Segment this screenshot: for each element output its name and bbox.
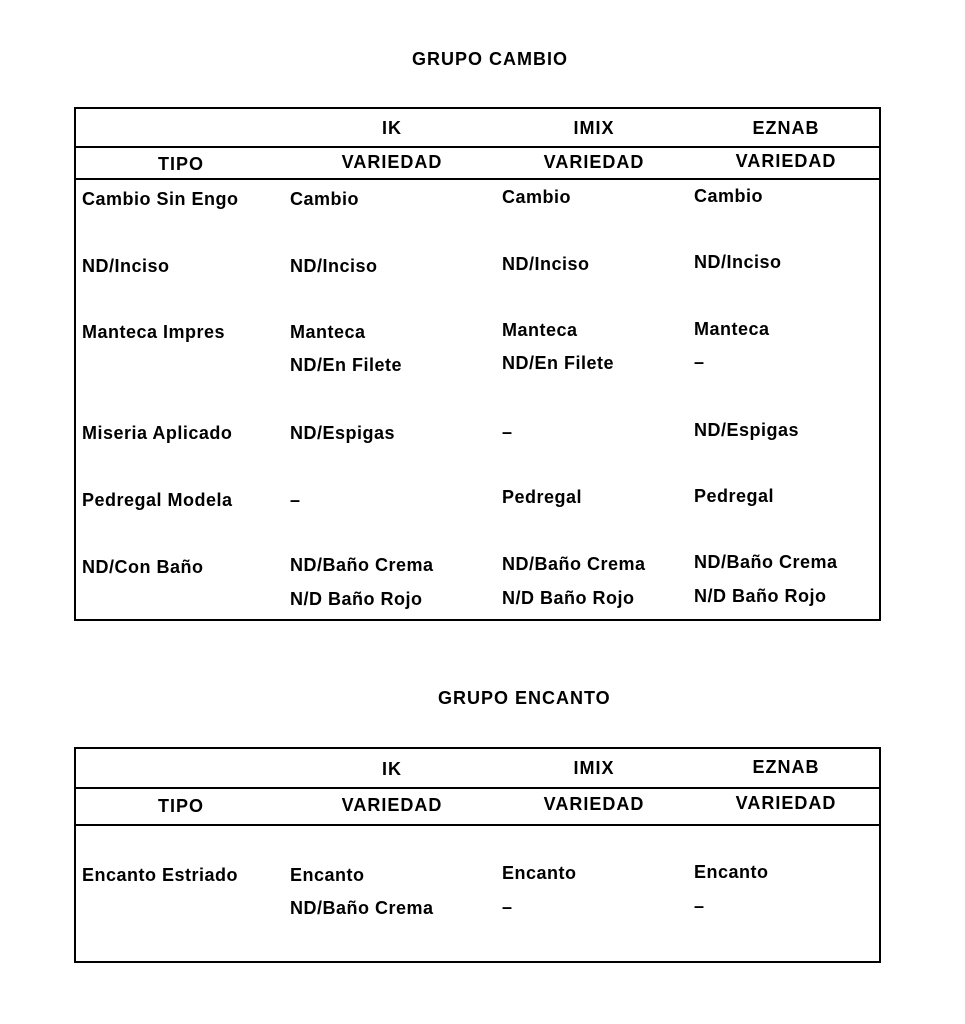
table-cell-ik: – (290, 490, 301, 510)
table-cell-imix: ND/En Filete (502, 353, 615, 373)
table-cell-tipo: Cambio Sin Engo (82, 189, 239, 209)
table-cell-eznab: N/D Baño Rojo (694, 586, 827, 606)
column-header-variedad: VARIEDAD (735, 793, 837, 813)
group-header-imix: IMIX (573, 758, 615, 778)
column-header-tipo: TIPO (157, 154, 204, 174)
header-divider (76, 146, 879, 148)
cambio-title: GRUPO CAMBIO (412, 49, 568, 69)
group-header-ik: IK (382, 118, 402, 138)
table-cell-imix: ND/Baño Crema (502, 554, 646, 574)
table-cell-eznab: Cambio (694, 186, 764, 206)
group-header-eznab: EZNAB (752, 118, 820, 138)
table-cell-tipo: ND/Inciso (82, 256, 170, 276)
group-header-eznab: EZNAB (752, 757, 820, 777)
table-cell-tipo: ND/Con Baño (82, 557, 204, 577)
table-cell-eznab: Manteca (694, 319, 770, 339)
table-cell-imix: ND/Inciso (502, 254, 590, 274)
table-cell-eznab: Pedregal (694, 486, 775, 506)
table-cell-imix: N/D Baño Rojo (502, 588, 635, 608)
table-cell-ik: ND/Baño Crema (290, 898, 434, 918)
table-cell-ik: ND/En Filete (290, 355, 403, 375)
encanto-table (74, 747, 881, 963)
column-header-variedad: VARIEDAD (543, 152, 645, 172)
column-header-variedad: VARIEDAD (341, 795, 443, 815)
table-cell-eznab: Encanto (694, 862, 769, 882)
table-cell-ik: Cambio (290, 189, 360, 209)
cambio-table (74, 107, 881, 621)
table-cell-ik: ND/Baño Crema (290, 555, 434, 575)
header-divider (76, 178, 879, 180)
encanto-title: GRUPO ENCANTO (438, 688, 611, 708)
table-cell-imix: Encanto (502, 863, 577, 883)
column-header-variedad: VARIEDAD (341, 152, 443, 172)
column-header-variedad: VARIEDAD (543, 794, 645, 814)
group-header-ik: IK (382, 759, 402, 779)
table-cell-imix: Cambio (502, 187, 572, 207)
column-header-variedad: VARIEDAD (735, 151, 837, 171)
table-cell-eznab: ND/Espigas (694, 420, 800, 440)
table-cell-eznab: – (694, 352, 705, 372)
table-cell-imix: – (502, 897, 513, 917)
table-cell-tipo: Manteca Impres (82, 322, 226, 342)
group-header-imix: IMIX (573, 118, 615, 138)
table-cell-eznab: ND/Inciso (694, 252, 782, 272)
column-header-tipo: TIPO (157, 796, 204, 816)
table-cell-ik: N/D Baño Rojo (290, 589, 423, 609)
table-cell-ik: ND/Espigas (290, 423, 396, 443)
table-cell-ik: ND/Inciso (290, 256, 378, 276)
table-cell-ik: Manteca (290, 322, 366, 342)
table-cell-imix: – (502, 422, 513, 442)
header-divider (76, 824, 879, 826)
table-cell-imix: Pedregal (502, 487, 583, 507)
table-cell-tipo: Pedregal Modela (82, 490, 233, 510)
header-divider (76, 787, 879, 789)
table-cell-tipo: Miseria Aplicado (82, 423, 233, 443)
table-cell-tipo: Encanto Estriado (82, 865, 239, 885)
table-cell-eznab: – (694, 896, 705, 916)
table-cell-eznab: ND/Baño Crema (694, 552, 838, 572)
table-cell-ik: Encanto (290, 865, 365, 885)
table-cell-imix: Manteca (502, 320, 578, 340)
